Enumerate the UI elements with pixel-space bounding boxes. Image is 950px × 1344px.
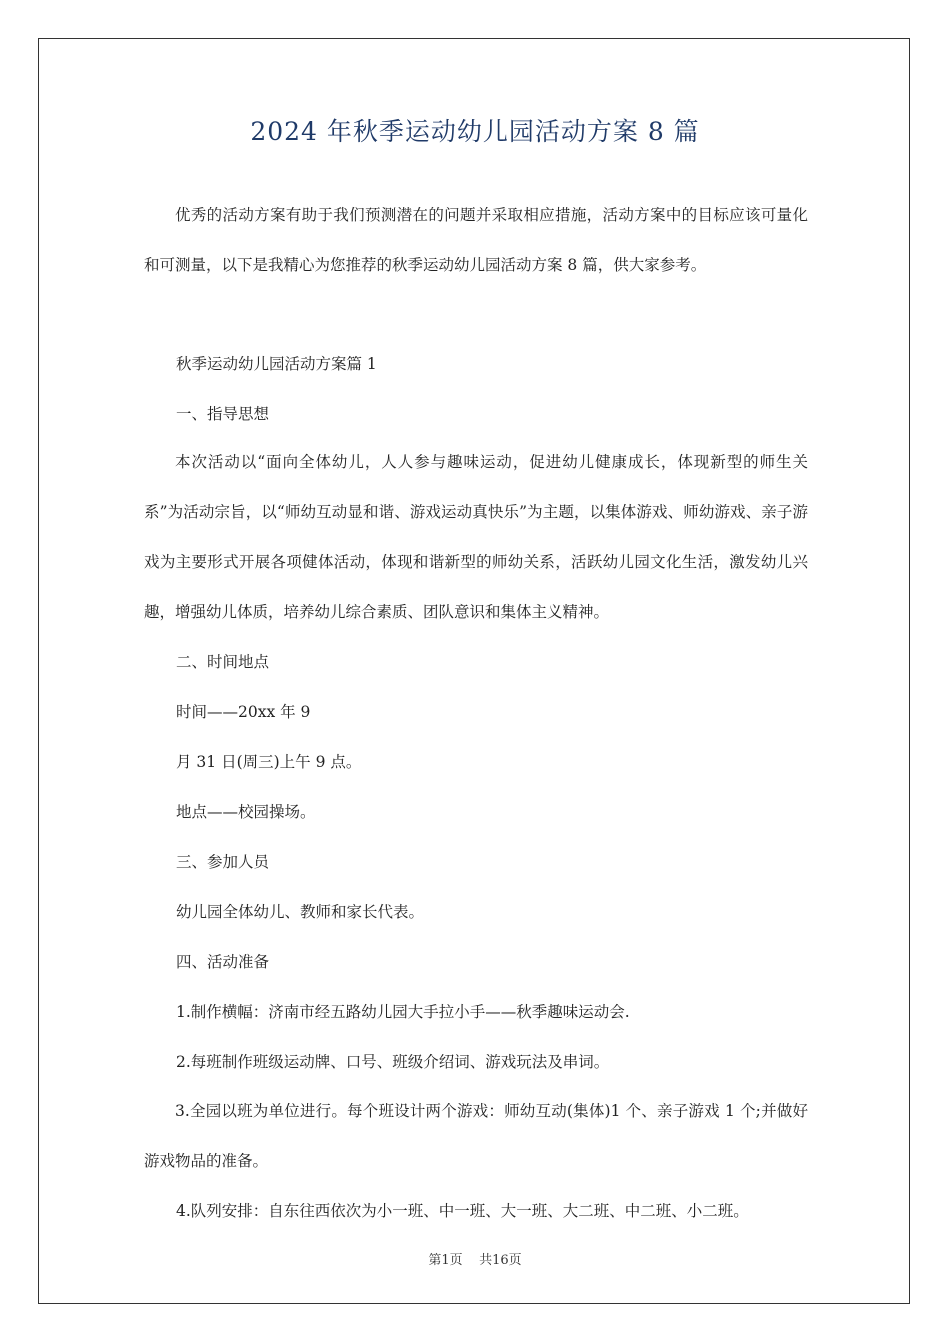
intro-paragraph: 优秀的活动方案有助于我们预测潜在的问题并采取相应措施，活动方案中的目标应该可量化和可测量，以下是我精心为您推荐的秋季运动幼儿园活动方案 8 篇，供大家参考。 bbox=[144, 206, 808, 274]
place-line: 地点——校园操场。 bbox=[176, 803, 316, 821]
time-line-2: 月 31 日(周三)上午 9 点。 bbox=[176, 753, 362, 771]
heading-guiding-ideology: 一、指导思想 bbox=[176, 405, 270, 423]
prep-item-1: 1.制作横幅：济南市经五路幼儿园大手拉小手——秋季趣味运动会. bbox=[176, 1003, 630, 1021]
heading-participants: 三、参加人员 bbox=[176, 853, 270, 871]
prep-item-2: 2.每班制作班级运动牌、口号、班级介绍词、游戏玩法及串词。 bbox=[176, 1053, 610, 1071]
section-title: 秋季运动幼儿园活动方案篇 1 bbox=[176, 355, 377, 373]
heading-preparation: 四、活动准备 bbox=[176, 953, 270, 971]
time-line-1: 时间——20xx 年 9 bbox=[176, 703, 311, 721]
heading-time-place: 二、时间地点 bbox=[176, 653, 270, 671]
prep-item-3: 3.全园以班为单位进行。每个班设计两个游戏：师幼互动(集体)1 个、亲子游戏 1 个;并做好游戏物品的准备。 bbox=[144, 1102, 808, 1170]
paragraph-guiding-ideology: 本次活动以“面向全体幼儿，人人参与趣味运动，促进幼儿健康成长，体现新型的师生关系”为活动宗旨，以“师幼互动显和谐、游戏运动真快乐”为主题，以集体游戏、师幼游戏、亲子游戏为主要形式开展各项健体活动，体现和谐新型的师幼关系，活跃幼儿园文化生活，激发幼儿兴趣，增强幼儿体质，培养幼儿综合素质、团队意识和集体主义精神。 bbox=[144, 453, 808, 621]
document-title: 2024 年秋季运动幼儿园活动方案 8 篇 bbox=[250, 117, 700, 146]
page-number-footer: 第1页 共16页 bbox=[428, 1253, 522, 1268]
participants-line: 幼儿园全体幼儿、教师和家长代表。 bbox=[176, 903, 425, 921]
prep-item-4: 4.队列安排：自东往西依次为小一班、中一班、大一班、大二班、中二班、小二班。 bbox=[176, 1202, 749, 1220]
